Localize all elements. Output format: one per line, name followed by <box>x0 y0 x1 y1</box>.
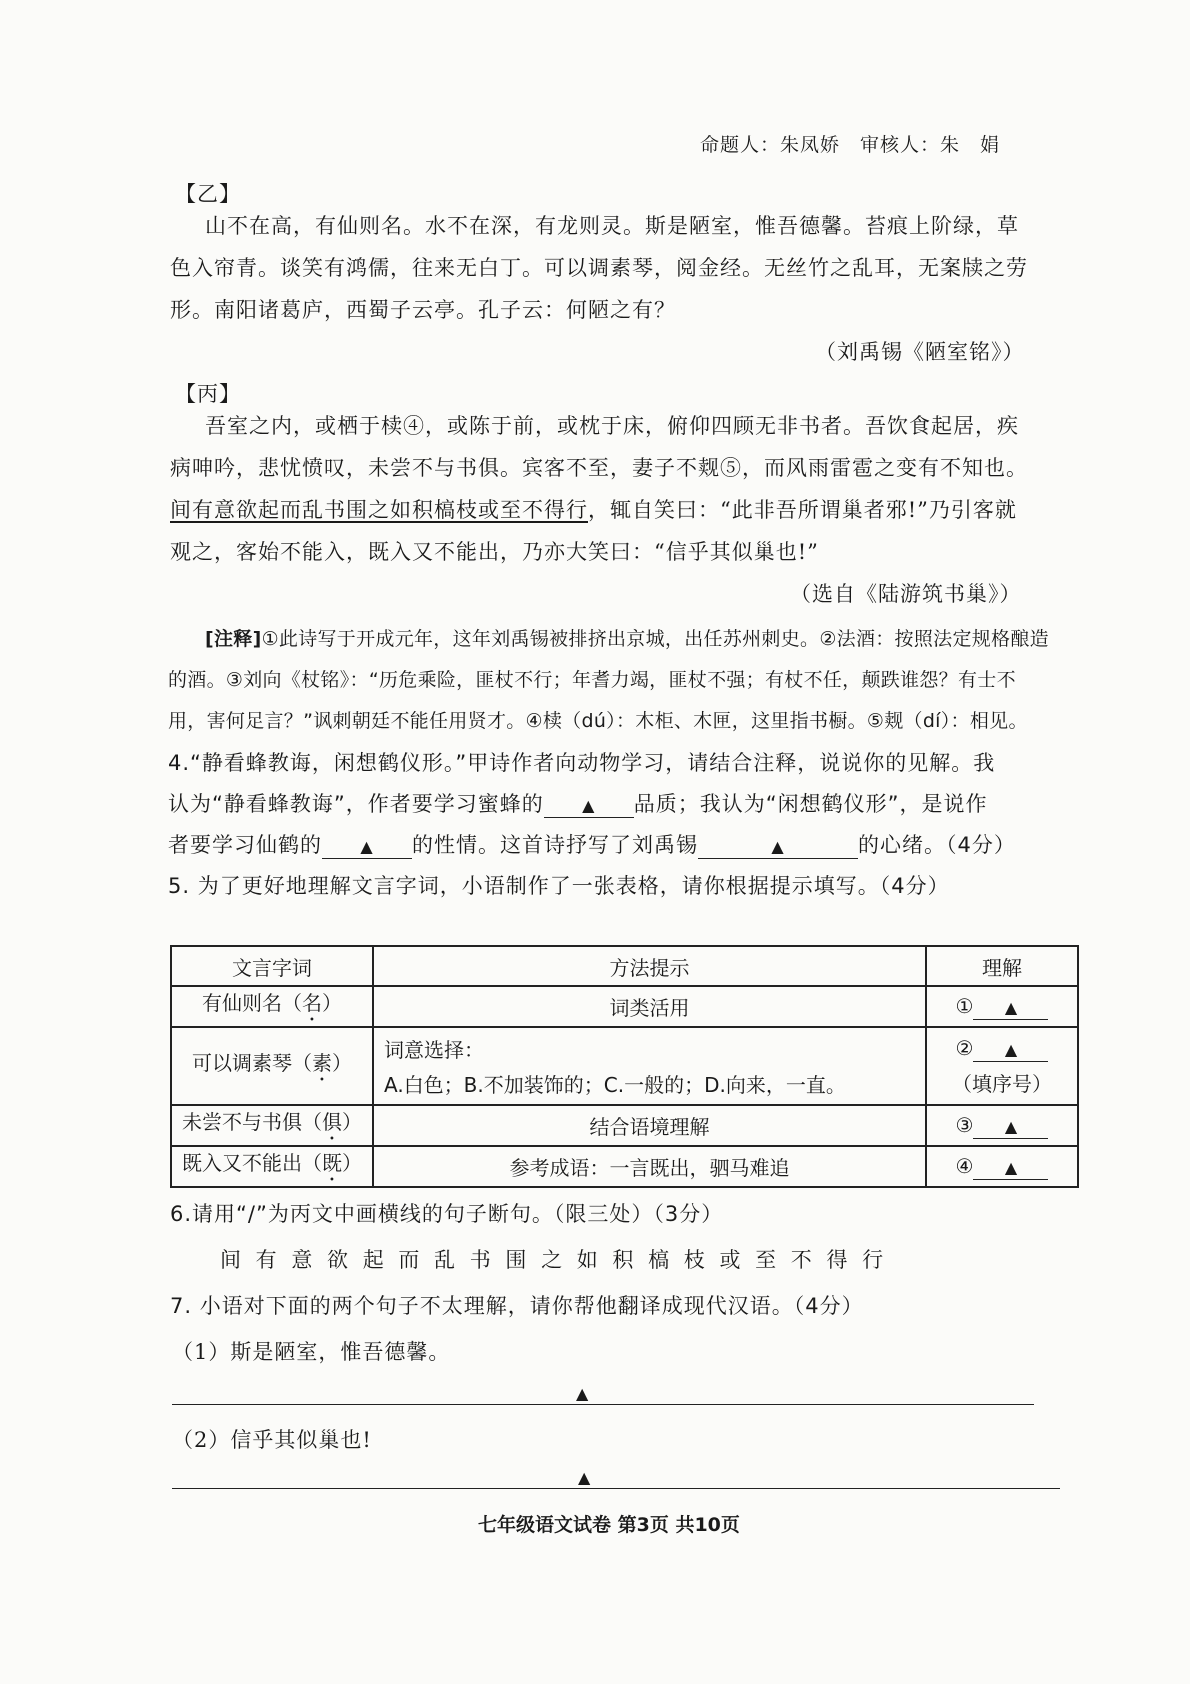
q7-prompt: 7. 小语对下面的两个句子不太理解，请你帮他翻译成现代汉语。（4分） <box>170 1294 864 1318</box>
q7-sentence-2: （2）信乎其似巢也! <box>172 1428 372 1452</box>
table-hint-cell: 词意选择： A.白色；B.不加装饰的；C.一般的；D.向来，一直。 <box>373 1027 926 1105</box>
section-label-bing: 【丙】 <box>175 382 241 406</box>
answer-triangle-icon: ▲ <box>578 1468 591 1487</box>
table-word-cell: 可以调素琴（素） <box>171 1027 373 1105</box>
q6-sentence[interactable]: 间 有 意 欲 起 而 乱 书 围 之 如 积 槁 枝 或 至 不 得 行 <box>220 1248 888 1272</box>
yi-text-line-1: 山不在高，有仙则名。水不在深，有龙则灵。斯是陋室，惟吾德馨。苔痕上阶绿，草 <box>205 214 1019 238</box>
table-hint-cell: 结合语境理解 <box>373 1105 926 1146</box>
table-header-cell: 理解 <box>926 946 1078 986</box>
yi-text-line-2: 色入帘青。谈笑有鸿儒，往来无白丁。可以调素琴，阅金经。无丝竹之乱耳，无案牍之劳 <box>170 256 1028 280</box>
answer-triangle-icon: ▲ <box>1004 997 1018 1017</box>
table-row <box>171 1146 1078 1187</box>
notes-label: [注释] <box>205 628 262 650</box>
page-footer: 七年级语文试卷 第3页 共10页 <box>478 1514 740 1536</box>
q4-line-3: 者要学习仙鹤的 ▲ 的性情。这首诗抒写了刘禹锡 ▲ 的心绪。（4分） <box>168 833 1016 857</box>
q4-answer-blank-1[interactable] <box>544 793 634 818</box>
table-header-cell: 文言字词 <box>171 946 373 986</box>
answer-triangle-icon: ▲ <box>771 837 785 856</box>
table-header-cell: 方法提示 <box>373 946 926 986</box>
notes-line-1: [注释]①此诗写于开成元年，这年刘禹锡被排挤出京城，出任苏州刺史。②法酒：按照法定规格酿造 <box>205 628 1049 650</box>
yi-text-line-3: 形。南阳诸葛庐，西蜀子云亭。孔子云：何陋之有？ <box>170 298 676 322</box>
answer-triangle-icon: ▲ <box>576 1384 589 1403</box>
table-row <box>171 986 1078 1027</box>
answer-triangle-icon: ▲ <box>1004 1116 1018 1136</box>
bing-text-line-2: 病呻吟，悲忧愤叹，未尝不与书俱。宾客不至，妻子不觌⑤，而风雨雷雹之变有不知也。 <box>170 456 1028 480</box>
q4-answer-blank-3[interactable] <box>698 834 858 859</box>
section-label-yi: 【乙】 <box>175 182 241 206</box>
answer-triangle-icon: ▲ <box>1004 1157 1018 1177</box>
q4-line-2: 认为“静看蜂教诲”，作者要学习蜜蜂的 ▲ 品质；我认为“闲想鹤仪形”，是说作 <box>168 792 988 816</box>
table-row <box>171 1027 1078 1105</box>
bing-underlined-sentence: 间有意欲起而乱书围之如积槁枝或至不得行 <box>170 498 588 522</box>
vocab-table <box>170 945 1079 1188</box>
table-word-cell: 未尝不与书俱（俱） <box>171 1105 373 1146</box>
table-header-row <box>171 946 1078 986</box>
exam-author-credit: 命题人：朱凤娇 审核人：朱 娟 <box>700 134 1001 156</box>
table-answer-cell[interactable]: ③ ▲ <box>926 1105 1078 1146</box>
bing-text-line-3 <box>170 494 1017 524</box>
q7-answer-line-1[interactable] <box>172 1404 1034 1405</box>
table-row <box>171 1105 1078 1146</box>
table-hint-cell: 词类活用 <box>373 986 926 1027</box>
table-answer-cell[interactable]: ① ▲ <box>926 986 1078 1027</box>
table-hint-cell: 参考成语：一言既出，驷马难追 <box>373 1146 926 1187</box>
bing-text-line-1: 吾室之内，或栖于椟④，或陈于前，或枕于床，俯仰四顾无非书者。吾饮食起居，疾 <box>205 414 1019 438</box>
bing-text-line-4: 观之，客始不能入，既入又不能出，乃亦大笑曰：“信乎其似巢也!” <box>170 540 819 564</box>
bing-source: （选自《陆游筑书巢》） <box>790 582 1022 606</box>
q4-line-1: 4.“静看蜂教诲，闲想鹤仪形。”甲诗作者向动物学习，请结合注释，说说你的见解。我 <box>168 751 996 775</box>
q6-prompt: 6.请用“/”为丙文中画横线的句子断句。（限三处）（3分） <box>170 1202 724 1226</box>
q7-answer-line-2[interactable] <box>172 1488 1060 1489</box>
table-word-cell: 既入又不能出（既） <box>171 1146 373 1187</box>
q5-prompt: 5. 为了更好地理解文言字词，小语制作了一张表格，请你根据提示填写。（4分） <box>168 874 950 898</box>
table-answer-cell[interactable]: ② ▲ （填序号） <box>926 1027 1078 1105</box>
table-word-cell: 有仙则名（名） <box>171 986 373 1027</box>
q4-answer-blank-2[interactable] <box>322 834 412 859</box>
yi-source: （刘禹锡《陋室铭》） <box>815 340 1025 364</box>
bing-line-3-rest: ，辄自笑曰：“此非吾所谓巢者邪!”乃引客就 <box>588 498 1017 522</box>
answer-triangle-icon: ▲ <box>360 837 374 856</box>
notes-line-2: 的酒。③刘向《杖铭》：“历危乘险，匪杖不行；年耆力竭，匪杖不强；有杖不任，颠跌谁怨？有士不 <box>168 669 1016 691</box>
answer-triangle-icon: ▲ <box>1004 1039 1018 1059</box>
answer-triangle-icon: ▲ <box>582 796 596 815</box>
q7-sentence-1: （1）斯是陋室，惟吾德馨。 <box>172 1340 451 1364</box>
notes-line-3: 用，害何足言？”讽刺朝廷不能任用贤才。④椟（dú）：木柜、木匣，这里指书橱。⑤觌（dí）：相见。 <box>168 710 1028 732</box>
table-answer-cell[interactable]: ④ ▲ <box>926 1146 1078 1187</box>
